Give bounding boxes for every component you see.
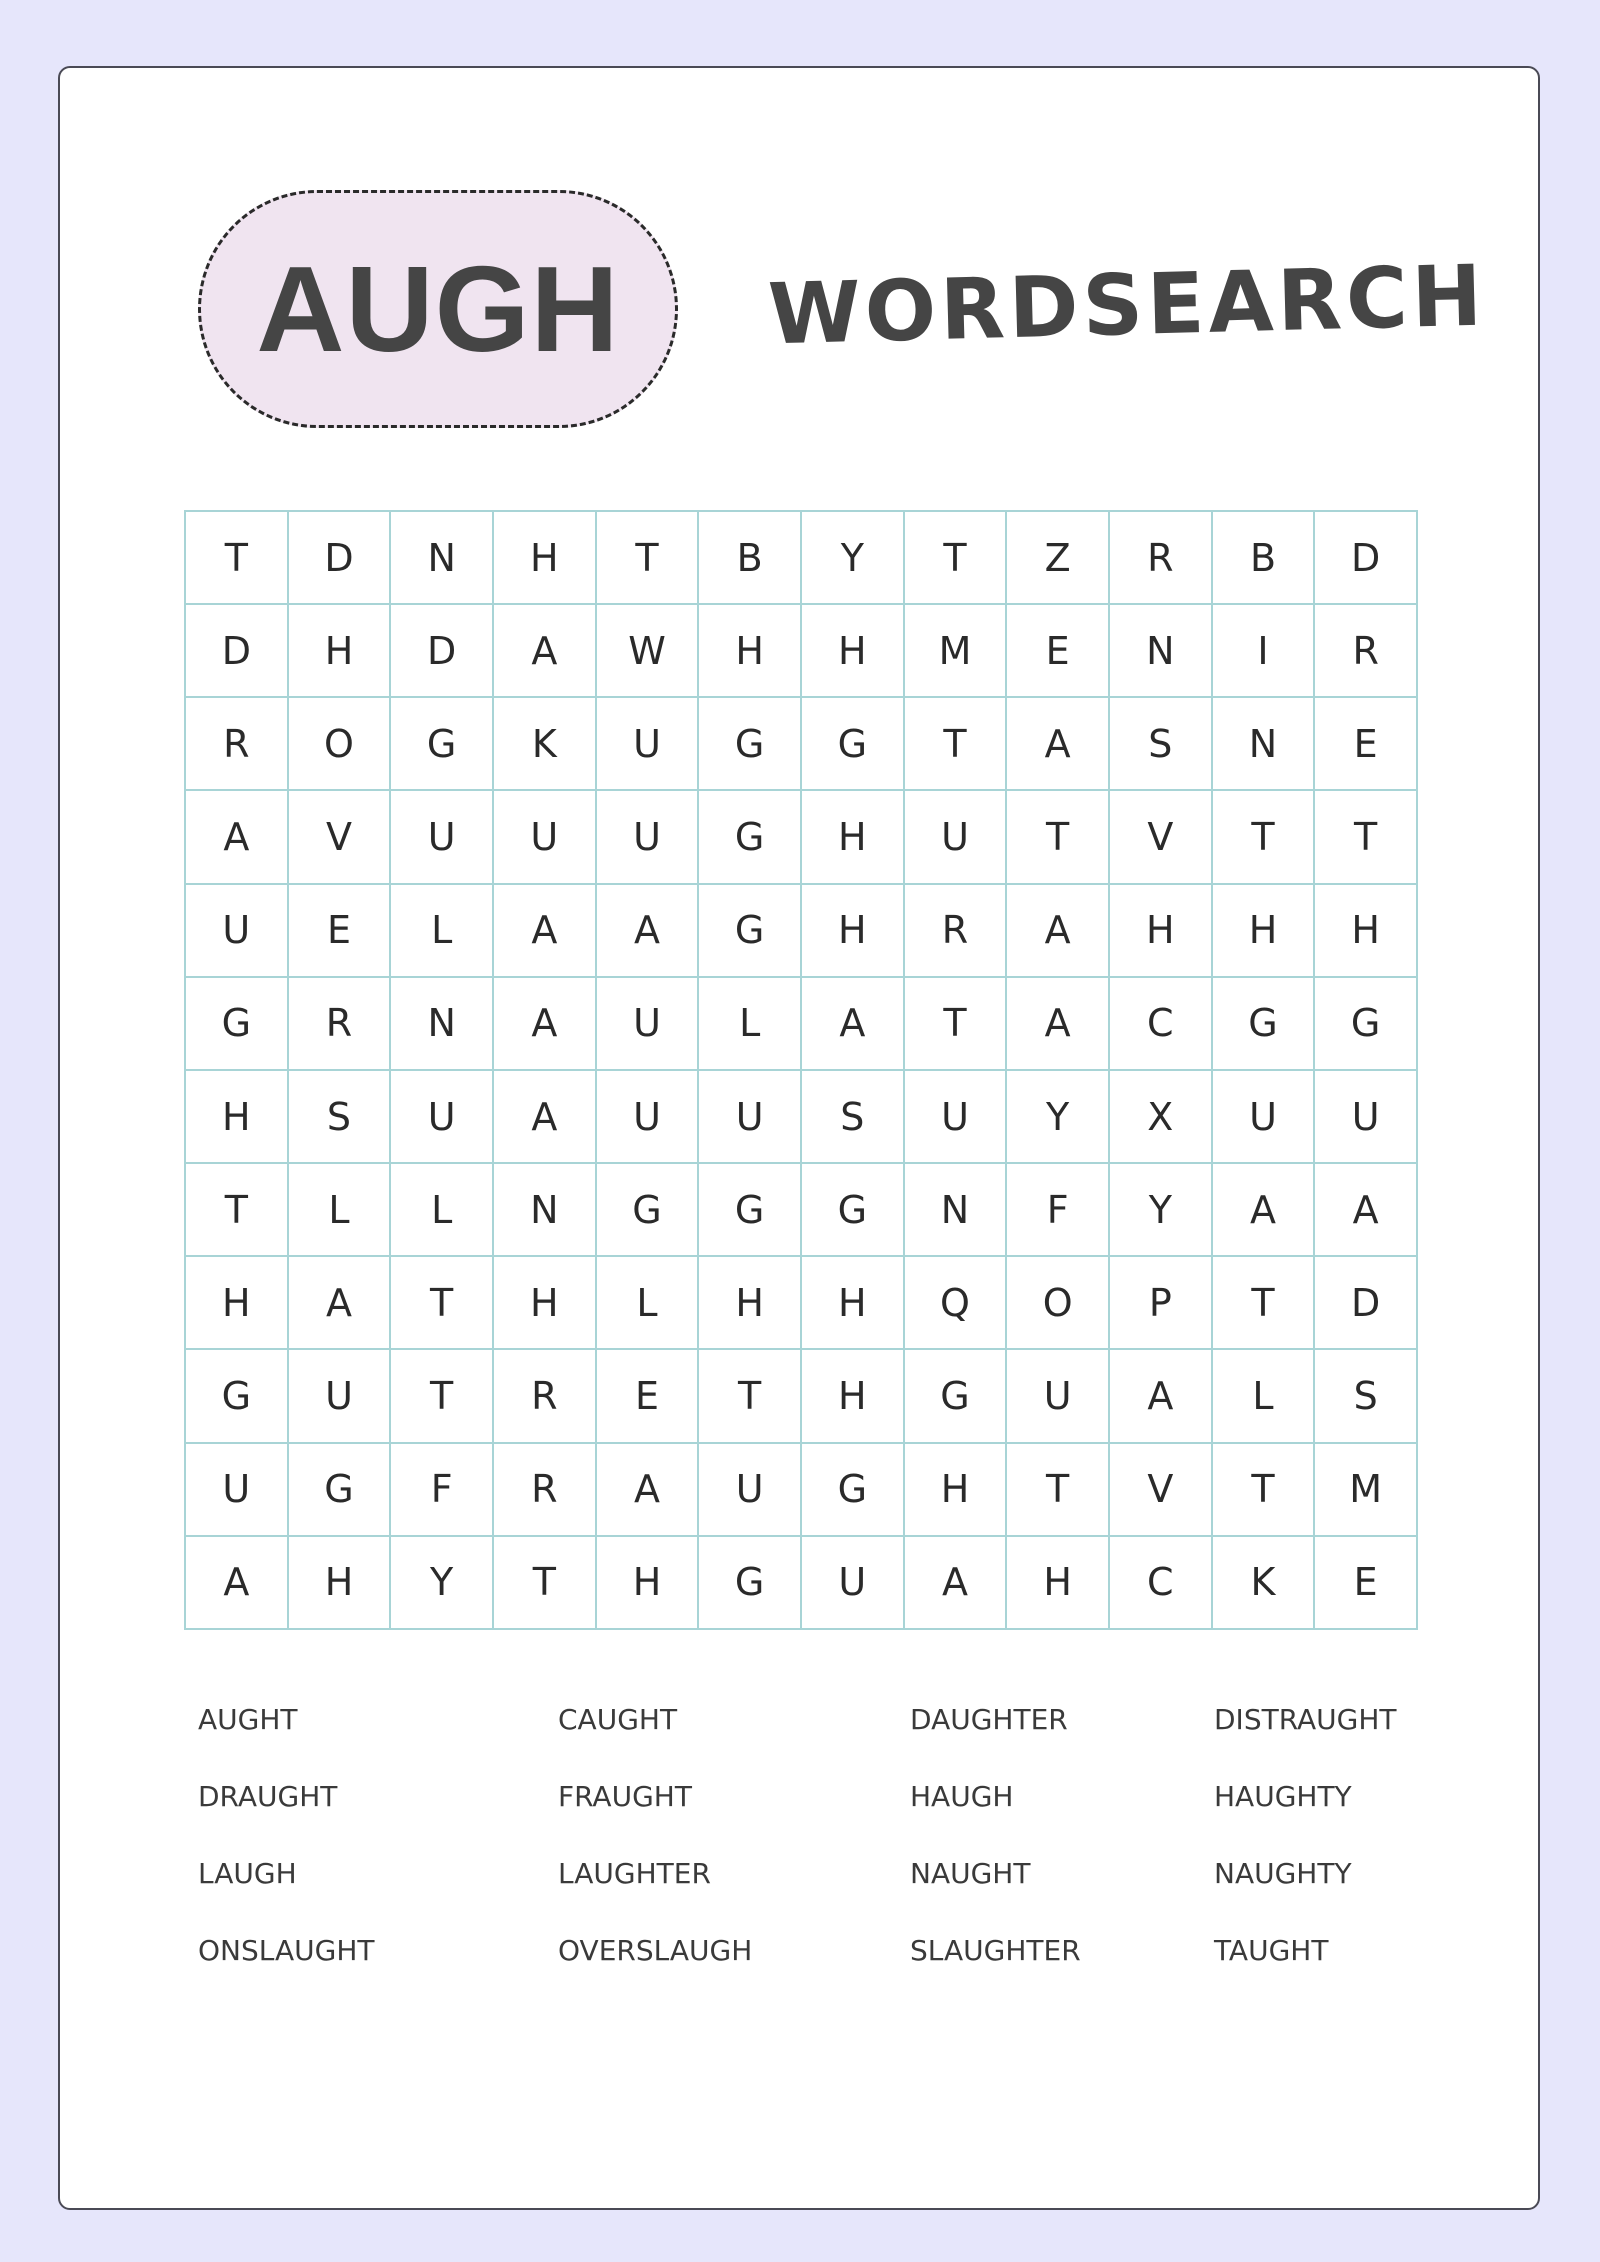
- grid-cell[interactable]: G: [699, 791, 802, 884]
- grid-cell[interactable]: V: [289, 791, 392, 884]
- word-list-item: DRAUGHT: [198, 1780, 338, 1813]
- grid-cell[interactable]: U: [597, 791, 700, 884]
- grid-cell[interactable]: U: [802, 1537, 905, 1630]
- grid-cell[interactable]: T: [391, 1350, 494, 1443]
- grid-cell[interactable]: K: [1213, 1537, 1316, 1630]
- grid-cell[interactable]: O: [289, 698, 392, 791]
- grid-cell[interactable]: R: [186, 698, 289, 791]
- grid-cell[interactable]: A: [1315, 1164, 1418, 1257]
- grid-cell[interactable]: E: [1315, 1537, 1418, 1630]
- grid-cell[interactable]: H: [1213, 885, 1316, 978]
- grid-cell[interactable]: G: [597, 1164, 700, 1257]
- grid-cell[interactable]: H: [802, 605, 905, 698]
- grid-cell[interactable]: N: [391, 512, 494, 605]
- grid-cell[interactable]: U: [1315, 1071, 1418, 1164]
- grid-cell[interactable]: A: [289, 1257, 392, 1350]
- grid-cell[interactable]: C: [1110, 978, 1213, 1071]
- grid-cell[interactable]: R: [905, 885, 1008, 978]
- grid-cell[interactable]: S: [1110, 698, 1213, 791]
- grid-cell[interactable]: H: [802, 791, 905, 884]
- page-title: WORDSEARCH: [766, 246, 1488, 364]
- grid-cell[interactable]: N: [1110, 605, 1213, 698]
- grid-cell[interactable]: E: [1007, 605, 1110, 698]
- grid-cell[interactable]: G: [289, 1444, 392, 1537]
- word-list-item: CAUGHT: [558, 1703, 678, 1736]
- word-list-item: LAUGHTER: [558, 1857, 711, 1890]
- grid-cell[interactable]: T: [1315, 791, 1418, 884]
- grid-cell[interactable]: S: [802, 1071, 905, 1164]
- word-list-item: LAUGH: [198, 1857, 297, 1890]
- grid-cell[interactable]: H: [1110, 885, 1213, 978]
- grid-cell[interactable]: H: [186, 1257, 289, 1350]
- grid-cell[interactable]: A: [186, 1537, 289, 1630]
- grid-cell[interactable]: G: [391, 698, 494, 791]
- grid-cell[interactable]: Q: [905, 1257, 1008, 1350]
- grid-cell[interactable]: E: [289, 885, 392, 978]
- word-list-item: FRAUGHT: [558, 1780, 692, 1813]
- grid-cell[interactable]: U: [186, 885, 289, 978]
- grid-cell[interactable]: U: [597, 978, 700, 1071]
- grid-cell[interactable]: R: [494, 1444, 597, 1537]
- grid-cell[interactable]: T: [494, 1537, 597, 1630]
- grid-cell[interactable]: T: [597, 512, 700, 605]
- grid-cell[interactable]: U: [391, 1071, 494, 1164]
- grid-cell[interactable]: Z: [1007, 512, 1110, 605]
- grid-cell[interactable]: E: [597, 1350, 700, 1443]
- word-list-item: HAUGHTY: [1214, 1780, 1352, 1813]
- grid-cell[interactable]: U: [186, 1444, 289, 1537]
- grid-cell[interactable]: L: [699, 978, 802, 1071]
- grid-cell[interactable]: N: [905, 1164, 1008, 1257]
- grid-cell[interactable]: U: [597, 1071, 700, 1164]
- grid-cell[interactable]: P: [1110, 1257, 1213, 1350]
- grid-cell[interactable]: T: [1213, 791, 1316, 884]
- word-list-item: AUGHT: [198, 1703, 298, 1736]
- grid-cell[interactable]: A: [802, 978, 905, 1071]
- word-list-item: TAUGHT: [1214, 1934, 1329, 1967]
- grid-cell[interactable]: I: [1213, 605, 1316, 698]
- worksheet-page: [58, 66, 1540, 2210]
- grid-cell[interactable]: N: [494, 1164, 597, 1257]
- grid-cell[interactable]: A: [494, 1071, 597, 1164]
- grid-cell[interactable]: A: [597, 885, 700, 978]
- grid-cell[interactable]: D: [289, 512, 392, 605]
- grid-cell[interactable]: T: [1007, 1444, 1110, 1537]
- grid-cell[interactable]: A: [1213, 1164, 1316, 1257]
- grid-cell[interactable]: B: [699, 512, 802, 605]
- grid-cell[interactable]: H: [597, 1537, 700, 1630]
- word-list-item: DISTRAUGHT: [1214, 1703, 1397, 1736]
- badge-text: AUGH: [256, 241, 620, 377]
- grid-cell[interactable]: T: [1007, 791, 1110, 884]
- grid-cell[interactable]: A: [494, 885, 597, 978]
- grid-cell[interactable]: D: [391, 605, 494, 698]
- word-list-item: NAUGHT: [910, 1857, 1031, 1890]
- grid-cell[interactable]: H: [186, 1071, 289, 1164]
- grid-cell[interactable]: N: [391, 978, 494, 1071]
- grid-cell[interactable]: H: [699, 1257, 802, 1350]
- grid-cell[interactable]: G: [699, 1164, 802, 1257]
- grid-cell[interactable]: Y: [1007, 1071, 1110, 1164]
- grid-cell[interactable]: K: [494, 698, 597, 791]
- grid-cell[interactable]: T: [186, 1164, 289, 1257]
- grid-cell[interactable]: V: [1110, 791, 1213, 884]
- word-list-item: DAUGHTER: [910, 1703, 1068, 1736]
- grid-cell[interactable]: U: [1213, 1071, 1316, 1164]
- grid-cell[interactable]: G: [802, 1444, 905, 1537]
- grid-cell[interactable]: D: [186, 605, 289, 698]
- grid-cell[interactable]: T: [391, 1257, 494, 1350]
- grid-cell[interactable]: A: [1007, 978, 1110, 1071]
- grid-cell[interactable]: G: [802, 1164, 905, 1257]
- grid-cell[interactable]: H: [289, 605, 392, 698]
- grid-cell[interactable]: E: [1315, 698, 1418, 791]
- grid-cell[interactable]: Y: [802, 512, 905, 605]
- grid-cell[interactable]: H: [289, 1537, 392, 1630]
- word-list-item: HAUGH: [910, 1780, 1014, 1813]
- grid-cell[interactable]: A: [186, 791, 289, 884]
- word-list-item: OVERSLAUGH: [558, 1934, 753, 1967]
- grid-cell[interactable]: T: [905, 698, 1008, 791]
- grid-cell[interactable]: H: [494, 512, 597, 605]
- grid-cell[interactable]: H: [1007, 1537, 1110, 1630]
- grid-cell[interactable]: G: [802, 698, 905, 791]
- grid-cell[interactable]: U: [597, 698, 700, 791]
- grid-cell[interactable]: U: [289, 1350, 392, 1443]
- grid-cell[interactable]: N: [1213, 698, 1316, 791]
- letter-grid: [184, 510, 1418, 1630]
- grid-cell[interactable]: A: [1110, 1350, 1213, 1443]
- grid-cell[interactable]: B: [1213, 512, 1316, 605]
- grid-cell[interactable]: G: [699, 1537, 802, 1630]
- grid-cell[interactable]: L: [1213, 1350, 1316, 1443]
- grid-cell[interactable]: W: [597, 605, 700, 698]
- grid-cell[interactable]: S: [1315, 1350, 1418, 1443]
- grid-cell[interactable]: A: [494, 605, 597, 698]
- grid-cell[interactable]: G: [699, 885, 802, 978]
- grid-cell[interactable]: V: [1110, 1444, 1213, 1537]
- grid-cell[interactable]: L: [289, 1164, 392, 1257]
- grid-cell[interactable]: F: [391, 1444, 494, 1537]
- grid-cell[interactable]: H: [699, 605, 802, 698]
- word-list-item: ONSLAUGHT: [198, 1934, 375, 1967]
- grid-cell[interactable]: H: [1315, 885, 1418, 978]
- grid-cell[interactable]: A: [905, 1537, 1008, 1630]
- grid-cell[interactable]: L: [597, 1257, 700, 1350]
- grid-cell[interactable]: T: [699, 1350, 802, 1443]
- grid-cell[interactable]: U: [699, 1071, 802, 1164]
- word-list-item: SLAUGHTER: [910, 1934, 1081, 1967]
- grid-cell[interactable]: M: [905, 605, 1008, 698]
- grid-cell[interactable]: T: [1213, 1444, 1316, 1537]
- grid-cell[interactable]: D: [1315, 512, 1418, 605]
- grid-cell[interactable]: O: [1007, 1257, 1110, 1350]
- grid-cell[interactable]: G: [905, 1350, 1008, 1443]
- grid-cell[interactable]: A: [494, 978, 597, 1071]
- grid-cell[interactable]: H: [802, 1350, 905, 1443]
- grid-cell[interactable]: H: [802, 1257, 905, 1350]
- grid-cell[interactable]: S: [289, 1071, 392, 1164]
- grid-cell[interactable]: U: [905, 791, 1008, 884]
- grid-cell[interactable]: H: [494, 1257, 597, 1350]
- grid-cell[interactable]: R: [289, 978, 392, 1071]
- grid-cell[interactable]: U: [699, 1444, 802, 1537]
- grid-cell[interactable]: G: [699, 698, 802, 791]
- grid-cell[interactable]: U: [905, 1071, 1008, 1164]
- grid-cell[interactable]: U: [1007, 1350, 1110, 1443]
- grid-cell[interactable]: G: [186, 1350, 289, 1443]
- grid-cell[interactable]: Y: [391, 1537, 494, 1630]
- grid-cell[interactable]: R: [1110, 512, 1213, 605]
- grid-cell[interactable]: T: [905, 512, 1008, 605]
- grid-cell[interactable]: U: [494, 791, 597, 884]
- grid-cell[interactable]: X: [1110, 1071, 1213, 1164]
- grid-cell[interactable]: G: [186, 978, 289, 1071]
- grid-cell[interactable]: T: [186, 512, 289, 605]
- grid-cell[interactable]: G: [1315, 978, 1418, 1071]
- grid-cell[interactable]: M: [1315, 1444, 1418, 1537]
- grid-cell[interactable]: G: [1213, 978, 1316, 1071]
- grid-cell[interactable]: T: [1213, 1257, 1316, 1350]
- grid-cell[interactable]: D: [1315, 1257, 1418, 1350]
- grid-cell[interactable]: R: [1315, 605, 1418, 698]
- grid-cell[interactable]: A: [1007, 885, 1110, 978]
- word-list-item: NAUGHTY: [1214, 1857, 1352, 1890]
- grid-cell[interactable]: H: [802, 885, 905, 978]
- grid-cell[interactable]: L: [391, 885, 494, 978]
- grid-cell[interactable]: F: [1007, 1164, 1110, 1257]
- grid-cell[interactable]: H: [905, 1444, 1008, 1537]
- grid-cell[interactable]: T: [905, 978, 1008, 1071]
- title-badge: [198, 190, 678, 428]
- grid-cell[interactable]: U: [391, 791, 494, 884]
- grid-cell[interactable]: Y: [1110, 1164, 1213, 1257]
- word-list: [198, 1700, 1498, 2008]
- grid-cell[interactable]: A: [597, 1444, 700, 1537]
- grid-cell[interactable]: C: [1110, 1537, 1213, 1630]
- grid-cell[interactable]: A: [1007, 698, 1110, 791]
- grid-cell[interactable]: R: [494, 1350, 597, 1443]
- grid-cell[interactable]: L: [391, 1164, 494, 1257]
